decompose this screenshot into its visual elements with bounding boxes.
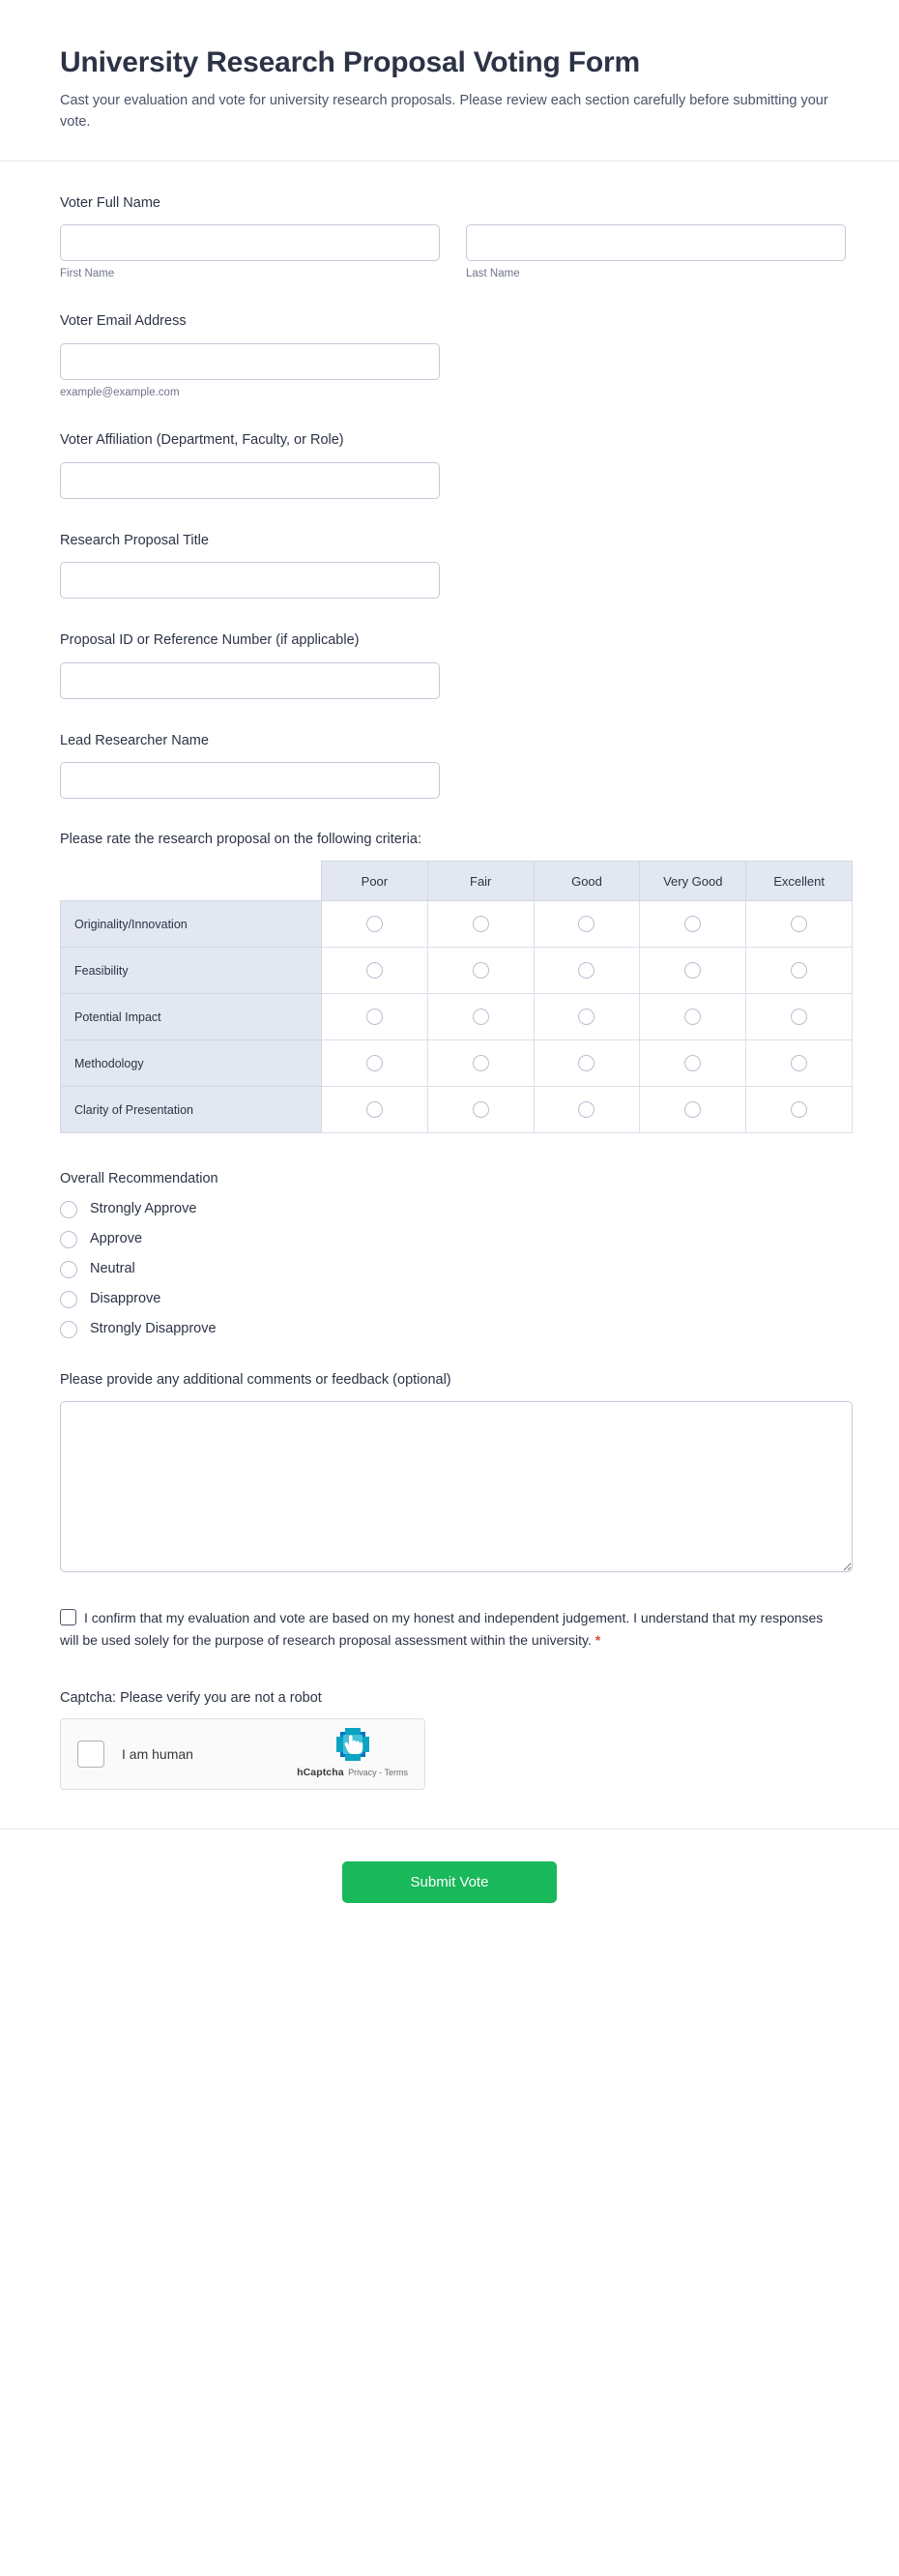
recommendation-radio[interactable] <box>60 1231 77 1248</box>
consent-text: I confirm that my evaluation and vote are based on my honest and independent judgement. I understand that my responses will be used solely for the purpose of research proposal assessment within the university. <box>60 1610 824 1649</box>
rating-radio[interactable] <box>473 1009 489 1025</box>
consent-paragraph <box>60 1607 843 1651</box>
rating-radio[interactable] <box>791 1009 807 1025</box>
rating-matrix-cell[interactable] <box>746 1040 853 1087</box>
recommendation-radio[interactable] <box>60 1201 77 1218</box>
rating-matrix-row-label: Feasibility <box>61 948 322 994</box>
rating-matrix-row <box>61 994 853 1040</box>
label-proposal-id: Proposal ID or Reference Number (if applicable) <box>60 632 360 649</box>
rating-matrix-cell[interactable] <box>322 1087 428 1133</box>
first-name-input[interactable] <box>60 224 440 261</box>
rating-radio[interactable] <box>473 916 489 932</box>
rating-radio[interactable] <box>578 962 594 979</box>
submit-vote-button[interactable]: Submit Vote <box>342 1861 557 1903</box>
rating-radio[interactable] <box>791 1055 807 1071</box>
field-captcha <box>60 1690 839 1790</box>
rating-matrix-header-row <box>61 862 853 901</box>
field-consent <box>60 1607 843 1651</box>
voter-email-input[interactable] <box>60 343 440 380</box>
field-comments <box>60 1371 839 1573</box>
label-voter-full-name: Voter Full Name <box>60 194 160 211</box>
label-lead-researcher: Lead Researcher Name <box>60 732 209 748</box>
label-voter-email: Voter Email Address <box>60 313 187 330</box>
rating-matrix-cell[interactable] <box>534 948 640 994</box>
recommendation-option-label: Approve <box>90 1231 143 1247</box>
hcaptcha-widget[interactable] <box>60 1718 425 1790</box>
rating-radio[interactable] <box>473 962 489 979</box>
rating-matrix-body <box>61 901 853 1133</box>
rating-radio[interactable] <box>366 962 383 979</box>
rating-radio[interactable] <box>366 916 383 932</box>
rating-radio[interactable] <box>578 1009 594 1025</box>
rating-radio[interactable] <box>684 962 701 979</box>
rating-matrix-column-header: Fair <box>427 862 534 901</box>
rating-matrix-column-header: Excellent <box>746 862 853 901</box>
form-header <box>0 0 899 161</box>
consent-required-marker: * <box>594 1632 601 1649</box>
rating-matrix-cell[interactable] <box>640 1087 746 1133</box>
rating-matrix-head <box>61 862 853 901</box>
label-voter-affiliation: Voter Affiliation (Department, Faculty, or Role) <box>60 432 344 449</box>
lead-researcher-input[interactable] <box>60 762 440 799</box>
rating-radio[interactable] <box>473 1055 489 1071</box>
rating-matrix-cell[interactable] <box>746 948 853 994</box>
rating-radio[interactable] <box>578 1055 594 1071</box>
label-rating-matrix: Please rate the research proposal on the following criteria: <box>60 832 421 848</box>
rating-matrix-cell[interactable] <box>427 948 534 994</box>
rating-radio[interactable] <box>791 916 807 932</box>
recommendation-option[interactable] <box>60 1231 839 1248</box>
rating-matrix-cell[interactable] <box>534 1087 640 1133</box>
field-proposal-title <box>60 532 839 600</box>
rating-matrix-row <box>61 1040 853 1087</box>
recommendation-radio[interactable] <box>60 1261 77 1278</box>
last-name-input[interactable] <box>466 224 846 261</box>
rating-radio[interactable] <box>578 1101 594 1118</box>
rating-matrix-column-header: Good <box>534 862 640 901</box>
recommendation-radio-list <box>60 1201 839 1338</box>
rating-matrix-column-header: Poor <box>322 862 428 901</box>
form-footer <box>0 1830 899 1942</box>
proposal-id-input[interactable] <box>60 662 440 699</box>
first-name-column <box>60 224 440 279</box>
rating-matrix-cell[interactable] <box>322 901 428 948</box>
rating-radio[interactable] <box>791 1101 807 1118</box>
form-body <box>0 161 899 1829</box>
rating-matrix-row <box>61 901 853 948</box>
rating-matrix-cell[interactable] <box>322 1040 428 1087</box>
recommendation-option-label: Strongly Disapprove <box>90 1321 217 1337</box>
rating-matrix-row-label: Potential Impact <box>61 994 322 1040</box>
recommendation-option[interactable] <box>60 1321 839 1338</box>
field-voter-affiliation <box>60 431 839 499</box>
field-overall-recommendation <box>60 1170 839 1338</box>
rating-radio[interactable] <box>684 1101 701 1118</box>
last-name-column <box>466 224 846 279</box>
name-row <box>60 224 839 279</box>
field-voter-full-name <box>60 194 839 280</box>
recommendation-radio[interactable] <box>60 1321 77 1338</box>
field-proposal-id <box>60 631 839 699</box>
rating-matrix-row-label: Clarity of Presentation <box>61 1087 322 1133</box>
rating-matrix-cell[interactable] <box>746 1087 853 1133</box>
field-voter-email <box>60 312 839 398</box>
rating-matrix-cell[interactable] <box>322 994 428 1040</box>
rating-radio[interactable] <box>684 1009 701 1025</box>
rating-radio[interactable] <box>366 1009 383 1025</box>
label-captcha: Captcha: Please verify you are not a robot <box>60 1689 322 1706</box>
rating-matrix-cell[interactable] <box>640 1040 746 1087</box>
rating-matrix-cell[interactable] <box>640 948 746 994</box>
label-proposal-title: Research Proposal Title <box>60 532 209 548</box>
hcaptcha-checkbox-label: I am human <box>122 1745 193 1762</box>
rating-matrix-cell[interactable] <box>640 901 746 948</box>
recommendation-option[interactable] <box>60 1261 839 1278</box>
last-name-sublabel: Last Name <box>466 268 520 280</box>
consent-checkbox[interactable] <box>60 1609 76 1625</box>
hcaptcha-checkbox[interactable] <box>77 1741 104 1768</box>
recommendation-option-label: Neutral <box>90 1261 135 1277</box>
comments-textarea[interactable] <box>60 1401 853 1572</box>
label-comments: Please provide any additional comments or feedback (optional) <box>60 1371 451 1388</box>
rating-matrix-row <box>61 1087 853 1133</box>
rating-matrix-row-label: Methodology <box>61 1040 322 1087</box>
voter-affiliation-input[interactable] <box>60 462 440 499</box>
rating-matrix-cell[interactable] <box>534 994 640 1040</box>
rating-matrix-column-header: Very Good <box>640 862 746 901</box>
label-overall-recommendation: Overall Recommendation <box>60 1171 218 1187</box>
rating-radio[interactable] <box>366 1055 383 1071</box>
rating-radio[interactable] <box>578 916 594 932</box>
recommendation-option[interactable] <box>60 1201 839 1218</box>
rating-matrix-cell[interactable] <box>534 901 640 948</box>
field-lead-researcher <box>60 732 839 800</box>
rating-radio[interactable] <box>473 1101 489 1118</box>
rating-matrix-row <box>61 948 853 994</box>
recommendation-option-label: Disapprove <box>90 1291 161 1307</box>
hcaptcha-branding <box>297 1728 408 1780</box>
rating-matrix-cell[interactable] <box>640 994 746 1040</box>
recommendation-option[interactable] <box>60 1291 839 1308</box>
recommendation-radio[interactable] <box>60 1291 77 1308</box>
hcaptcha-terms-link[interactable]: Privacy - Terms <box>348 1767 408 1777</box>
rating-matrix-table <box>60 861 853 1133</box>
rating-matrix-cell[interactable] <box>322 948 428 994</box>
rating-radio[interactable] <box>684 1055 701 1071</box>
voter-email-sublabel: example@example.com <box>60 387 180 399</box>
rating-matrix-cell[interactable] <box>534 1040 640 1087</box>
rating-matrix-cell[interactable] <box>427 1040 534 1087</box>
hcaptcha-brand-name: hCaptcha <box>297 1766 344 1778</box>
rating-matrix-cell[interactable] <box>427 994 534 1040</box>
rating-radio[interactable] <box>791 962 807 979</box>
first-name-sublabel: First Name <box>60 268 115 280</box>
recommendation-option-label: Strongly Approve <box>90 1201 197 1217</box>
page-title: University Research Proposal Voting Form <box>60 46 640 78</box>
rating-matrix-cell[interactable] <box>746 901 853 948</box>
rating-matrix-cell[interactable] <box>427 901 534 948</box>
rating-radio[interactable] <box>684 916 701 932</box>
proposal-title-input[interactable] <box>60 562 440 599</box>
rating-radio[interactable] <box>366 1101 383 1118</box>
hcaptcha-logo-icon <box>336 1728 369 1761</box>
rating-matrix-cell[interactable] <box>427 1087 534 1133</box>
page-subtitle: Cast your evaluation and vote for university research proposals. Please review each section carefully before submitting your vote. <box>60 93 828 131</box>
rating-matrix-corner <box>61 862 322 901</box>
rating-matrix-cell[interactable] <box>746 994 853 1040</box>
field-rating-matrix <box>60 832 839 1133</box>
rating-matrix-row-label: Originality/Innovation <box>61 901 322 948</box>
